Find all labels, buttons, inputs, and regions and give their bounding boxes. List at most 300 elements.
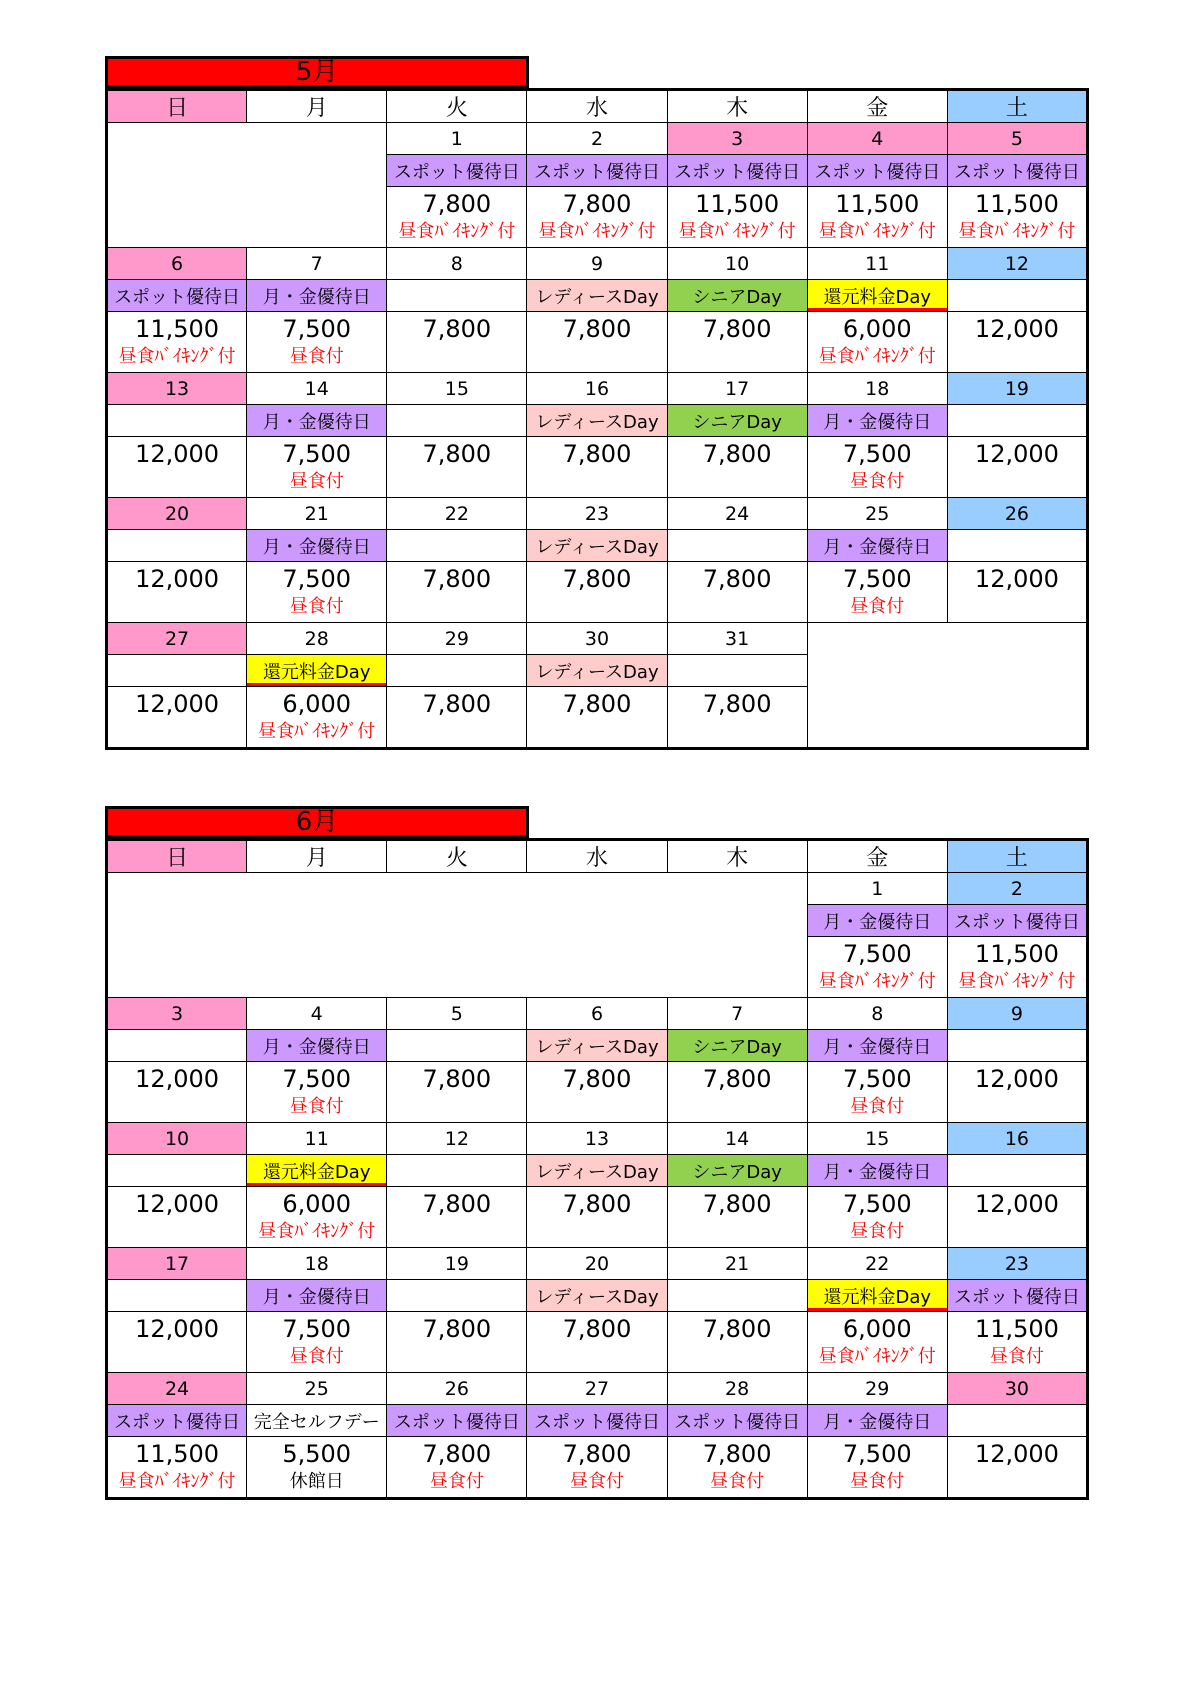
discount-label: 月・金優待日 [247,280,387,312]
day-number: 1 [387,123,527,155]
day-number-row [107,1248,1088,1280]
discount-label: 還元料金Day [807,280,947,312]
day-number: 29 [387,623,527,655]
discount-label [667,530,807,562]
day-number: 17 [667,373,807,405]
day-number: 13 [527,1123,667,1155]
weekday-header: 木 [667,90,807,123]
price-value: 7,800 [702,315,772,343]
discount-label-row [107,1405,1088,1437]
price-value: 7,500 [842,1190,912,1218]
price-value: 7,800 [702,1190,772,1218]
price-value: 7,500 [842,1065,912,1093]
price-note: 昼食付 [850,471,905,492]
day-number: 10 [107,1123,247,1155]
price-note: 昼食ﾊﾞｲｷﾝｸﾞ付 [258,1221,376,1242]
day-number: 3 [667,123,807,155]
day-number: 5 [947,123,1087,155]
day-number: 7 [667,998,807,1030]
price-cell [807,1187,947,1248]
day-number: 6 [527,998,667,1030]
discount-label: スポット優待日 [667,1405,807,1437]
day-number: 28 [667,1373,807,1405]
price-note: 昼食付 [850,596,905,617]
day-number: 28 [247,623,387,655]
price-cell [247,687,387,749]
discount-label [947,530,1087,562]
day-number: 21 [667,1248,807,1280]
price-note: 昼食ﾊﾞｲｷﾝｸﾞ付 [258,721,376,742]
price-value: 7,800 [562,315,632,343]
price-cell [107,312,247,373]
discount-label: 月・金優待日 [247,1030,387,1062]
discount-label: シニアDay [667,405,807,437]
discount-label: スポット優待日 [947,1280,1087,1312]
price-cell [247,1062,387,1123]
discount-label: 完全セルフデー [247,1405,387,1437]
price-row [107,1312,1088,1373]
price-value: 7,500 [842,565,912,593]
price-note: 昼食付 [989,1346,1044,1367]
discount-label: 月・金優待日 [247,1280,387,1312]
weekday-header: 月 [247,840,387,873]
price-value: 7,500 [282,315,352,343]
price-cell [387,437,527,498]
day-number: 29 [807,1373,947,1405]
day-number-row [107,123,1088,155]
price-cell [807,187,947,248]
day-number: 7 [247,248,387,280]
discount-label [667,655,807,687]
day-number-row [107,1123,1088,1155]
discount-label: スポット優待日 [947,905,1087,937]
weekday-header: 月 [247,90,387,123]
price-cell [247,1187,387,1248]
discount-label [107,405,247,437]
price-cell [667,1312,807,1373]
price-note: 昼食ﾊﾞｲｷﾝｸﾞ付 [958,221,1076,242]
price-value: 6,000 [282,1190,352,1218]
price-cell [807,312,947,373]
day-number: 3 [107,998,247,1030]
weekday-header: 日 [107,840,247,873]
price-cell [947,562,1087,623]
discount-label: スポット優待日 [807,155,947,187]
price-note: 昼食ﾊﾞｲｷﾝｸﾞ付 [398,221,516,242]
price-value: 7,800 [702,565,772,593]
price-value: 11,500 [974,190,1059,218]
discount-label: スポット優待日 [947,155,1087,187]
price-value: 12,000 [974,565,1059,593]
price-value: 7,800 [422,1440,492,1468]
discount-label: 還元料金Day [247,655,387,687]
price-cell [247,312,387,373]
price-value: 7,500 [842,440,912,468]
price-value: 7,500 [282,1065,352,1093]
price-cell [947,1312,1087,1373]
discount-label: 月・金優待日 [807,405,947,437]
price-value: 11,500 [135,315,220,343]
discount-label: 月・金優待日 [807,1155,947,1187]
discount-label: レディースDay [527,280,667,312]
price-cell [107,687,247,749]
price-value: 7,800 [562,690,632,718]
day-number: 22 [387,498,527,530]
discount-label: レディースDay [527,405,667,437]
month-calendar-may [105,56,1089,750]
day-number: 15 [807,1123,947,1155]
weekday-header: 木 [667,840,807,873]
discount-label [947,405,1087,437]
discount-label: 還元料金Day [247,1155,387,1187]
discount-label [107,1155,247,1187]
weekday-header-row [107,90,1088,123]
price-value: 7,800 [422,315,492,343]
price-value: 7,800 [562,1440,632,1468]
discount-label: レディースDay [527,1155,667,1187]
day-number: 14 [667,1123,807,1155]
price-cell [947,437,1087,498]
price-cell [387,687,527,749]
day-number-row [107,873,1088,905]
price-cell [807,1062,947,1123]
price-value: 12,000 [974,440,1059,468]
price-row [107,437,1088,498]
discount-label-row [107,1280,1088,1312]
day-number-row [107,373,1088,405]
discount-label [107,655,247,687]
price-value: 7,800 [562,565,632,593]
discount-label [107,530,247,562]
day-number: 15 [387,373,527,405]
discount-label [387,1155,527,1187]
price-cell [947,187,1087,248]
price-value: 12,000 [974,1065,1059,1093]
price-value: 7,800 [702,440,772,468]
discount-label [107,1280,247,1312]
discount-label: 月・金優待日 [807,530,947,562]
discount-label: 月・金優待日 [247,405,387,437]
day-number: 21 [247,498,387,530]
day-number: 19 [947,373,1087,405]
day-number: 23 [947,1248,1087,1280]
discount-label [387,1280,527,1312]
discount-label: スポット優待日 [667,155,807,187]
price-cell [247,1312,387,1373]
price-value: 11,500 [835,190,920,218]
day-number: 11 [247,1123,387,1155]
price-cell [667,437,807,498]
price-row [107,562,1088,623]
day-number: 12 [947,248,1087,280]
price-value: 7,800 [422,440,492,468]
price-value: 7,800 [422,1315,492,1343]
price-note: 昼食ﾊﾞｲｷﾝｸﾞ付 [818,346,936,367]
price-note: 昼食付 [289,1096,344,1117]
price-value: 5,500 [282,1440,352,1468]
price-value: 7,800 [702,1065,772,1093]
discount-label: スポット優待日 [387,1405,527,1437]
price-value: 11,500 [974,1315,1059,1343]
price-note: 昼食付 [850,1471,905,1492]
discount-label [947,1405,1087,1437]
price-cell [807,562,947,623]
day-number: 19 [387,1248,527,1280]
blank-cell [107,123,387,248]
price-value: 7,500 [282,1315,352,1343]
price-note: 昼食付 [289,1346,344,1367]
price-cell [387,187,527,248]
discount-label: シニアDay [667,280,807,312]
discount-label: レディースDay [527,655,667,687]
weekday-header: 水 [527,90,667,123]
weekday-header: 土 [947,840,1087,873]
price-cell [387,312,527,373]
discount-label-row [107,1030,1088,1062]
price-cell [807,937,947,998]
day-number: 11 [807,248,947,280]
price-value: 11,500 [695,190,780,218]
price-cell [947,1437,1087,1499]
day-number: 16 [527,373,667,405]
price-value: 6,000 [842,1315,912,1343]
price-note: 昼食ﾊﾞｲｷﾝｸﾞ付 [818,971,936,992]
price-cell [527,1062,667,1123]
day-number: 25 [807,498,947,530]
day-number: 18 [807,373,947,405]
day-number: 16 [947,1123,1087,1155]
price-cell [527,1312,667,1373]
day-number: 27 [527,1373,667,1405]
price-value: 7,500 [842,1440,912,1468]
weekday-header: 日 [107,90,247,123]
price-value: 12,000 [974,1440,1059,1468]
price-value: 12,000 [135,440,220,468]
price-cell [667,687,807,749]
price-value: 7,800 [422,190,492,218]
price-cell [247,562,387,623]
day-number-row [107,623,1088,655]
day-number: 12 [387,1123,527,1155]
weekday-header: 金 [807,90,947,123]
weekday-header: 火 [387,90,527,123]
price-value: 7,800 [562,190,632,218]
price-value: 12,000 [974,315,1059,343]
price-cell [107,1062,247,1123]
price-note: 昼食付 [569,1471,624,1492]
calendar-table [105,838,1089,1500]
discount-label: スポット優待日 [107,280,247,312]
price-note: 昼食ﾊﾞｲｷﾝｸﾞ付 [118,346,236,367]
weekday-header: 水 [527,840,667,873]
price-note: 昼食付 [850,1096,905,1117]
discount-label: 還元料金Day [807,1280,947,1312]
discount-label [387,530,527,562]
price-note: 昼食ﾊﾞｲｷﾝｸﾞ付 [958,971,1076,992]
discount-label [107,1030,247,1062]
price-cell [947,1187,1087,1248]
price-cell [107,1187,247,1248]
price-cell [107,562,247,623]
price-cell [667,1062,807,1123]
day-number: 18 [247,1248,387,1280]
day-number: 8 [387,248,527,280]
discount-label [387,655,527,687]
price-cell [527,687,667,749]
price-row [107,1187,1088,1248]
day-number: 26 [947,498,1087,530]
weekday-header: 火 [387,840,527,873]
discount-label [667,1280,807,1312]
price-value: 12,000 [135,690,220,718]
price-cell [947,312,1087,373]
price-value: 7,800 [562,1315,632,1343]
discount-label [947,1030,1087,1062]
price-cell [947,1062,1087,1123]
day-number: 22 [807,1248,947,1280]
month-title: 6月 [105,806,529,838]
day-number: 2 [527,123,667,155]
discount-label: 月・金優待日 [807,1405,947,1437]
day-number: 31 [667,623,807,655]
day-number: 30 [527,623,667,655]
price-value: 7,500 [282,440,352,468]
day-number-row [107,498,1088,530]
price-cell [667,562,807,623]
day-number: 20 [527,1248,667,1280]
day-number: 23 [527,498,667,530]
price-cell [947,937,1087,998]
price-cell [667,1437,807,1499]
price-value: 7,800 [422,690,492,718]
price-cell [387,1062,527,1123]
discount-label-row [107,405,1088,437]
price-note: 休館日 [289,1471,344,1492]
discount-label: 月・金優待日 [807,1030,947,1062]
price-cell [527,562,667,623]
price-cell [527,312,667,373]
day-number: 13 [107,373,247,405]
price-cell [247,437,387,498]
price-note: 昼食ﾊﾞｲｷﾝｸﾞ付 [118,1471,236,1492]
price-cell [387,1312,527,1373]
price-cell [667,187,807,248]
price-value: 12,000 [135,1065,220,1093]
price-note: 昼食ﾊﾞｲｷﾝｸﾞ付 [818,221,936,242]
price-value: 7,800 [422,1190,492,1218]
day-number: 9 [947,998,1087,1030]
price-value: 7,800 [702,1315,772,1343]
price-value: 6,000 [282,690,352,718]
price-value: 11,500 [135,1440,220,1468]
price-cell [107,437,247,498]
blank-cell [107,873,808,998]
discount-label: レディースDay [527,1280,667,1312]
price-cell [387,562,527,623]
day-number: 24 [667,498,807,530]
price-cell [807,1437,947,1499]
discount-label-row [107,1155,1088,1187]
price-note: 昼食付 [289,471,344,492]
calendar-table [105,88,1089,750]
discount-label-row [107,280,1088,312]
price-value: 7,800 [562,440,632,468]
price-cell [667,1187,807,1248]
discount-label: スポット優待日 [527,155,667,187]
discount-label [387,405,527,437]
price-note: 昼食ﾊﾞｲｷﾝｸﾞ付 [538,221,656,242]
day-number: 1 [807,873,947,905]
price-cell [527,187,667,248]
price-value: 11,500 [974,940,1059,968]
weekday-header-row [107,840,1088,873]
price-note: 昼食付 [710,1471,765,1492]
day-number: 14 [247,373,387,405]
price-row [107,1062,1088,1123]
discount-label: スポット優待日 [527,1405,667,1437]
price-cell [387,1187,527,1248]
discount-label [947,280,1087,312]
price-value: 7,800 [422,565,492,593]
price-value: 12,000 [135,1190,220,1218]
discount-label [387,1030,527,1062]
price-row [107,1437,1088,1499]
price-cell [667,312,807,373]
discount-label: レディースDay [527,530,667,562]
month-title: 5月 [105,56,529,88]
price-value: 7,800 [422,1065,492,1093]
day-number-row [107,998,1088,1030]
discount-label: スポット優待日 [107,1405,247,1437]
discount-label: スポット優待日 [387,155,527,187]
day-number: 4 [807,123,947,155]
discount-label: レディースDay [527,1030,667,1062]
price-note: 昼食付 [289,596,344,617]
day-number: 10 [667,248,807,280]
price-value: 12,000 [974,1190,1059,1218]
price-value: 7,800 [562,1190,632,1218]
day-number-row [107,1373,1088,1405]
day-number: 5 [387,998,527,1030]
price-note: 昼食付 [429,1471,484,1492]
price-value: 12,000 [135,1315,220,1343]
price-value: 7,800 [702,690,772,718]
price-cell [247,1437,387,1499]
discount-label: シニアDay [667,1030,807,1062]
weekday-header: 土 [947,90,1087,123]
price-value: 7,500 [842,940,912,968]
price-value: 6,000 [842,315,912,343]
price-cell [107,1312,247,1373]
discount-label: 月・金優待日 [807,905,947,937]
discount-label-row [107,530,1088,562]
price-cell [527,1437,667,1499]
day-number: 27 [107,623,247,655]
price-note: 昼食ﾊﾞｲｷﾝｸﾞ付 [678,221,796,242]
discount-label [387,280,527,312]
price-value: 7,500 [282,565,352,593]
day-number: 24 [107,1373,247,1405]
price-row [107,312,1088,373]
price-value: 7,800 [702,1440,772,1468]
month-calendar-june [105,806,1089,1500]
day-number: 26 [387,1373,527,1405]
price-cell [527,437,667,498]
discount-label: 月・金優待日 [247,530,387,562]
discount-label: シニアDay [667,1155,807,1187]
blank-cell [807,623,1087,749]
price-note: 昼食付 [850,1221,905,1242]
